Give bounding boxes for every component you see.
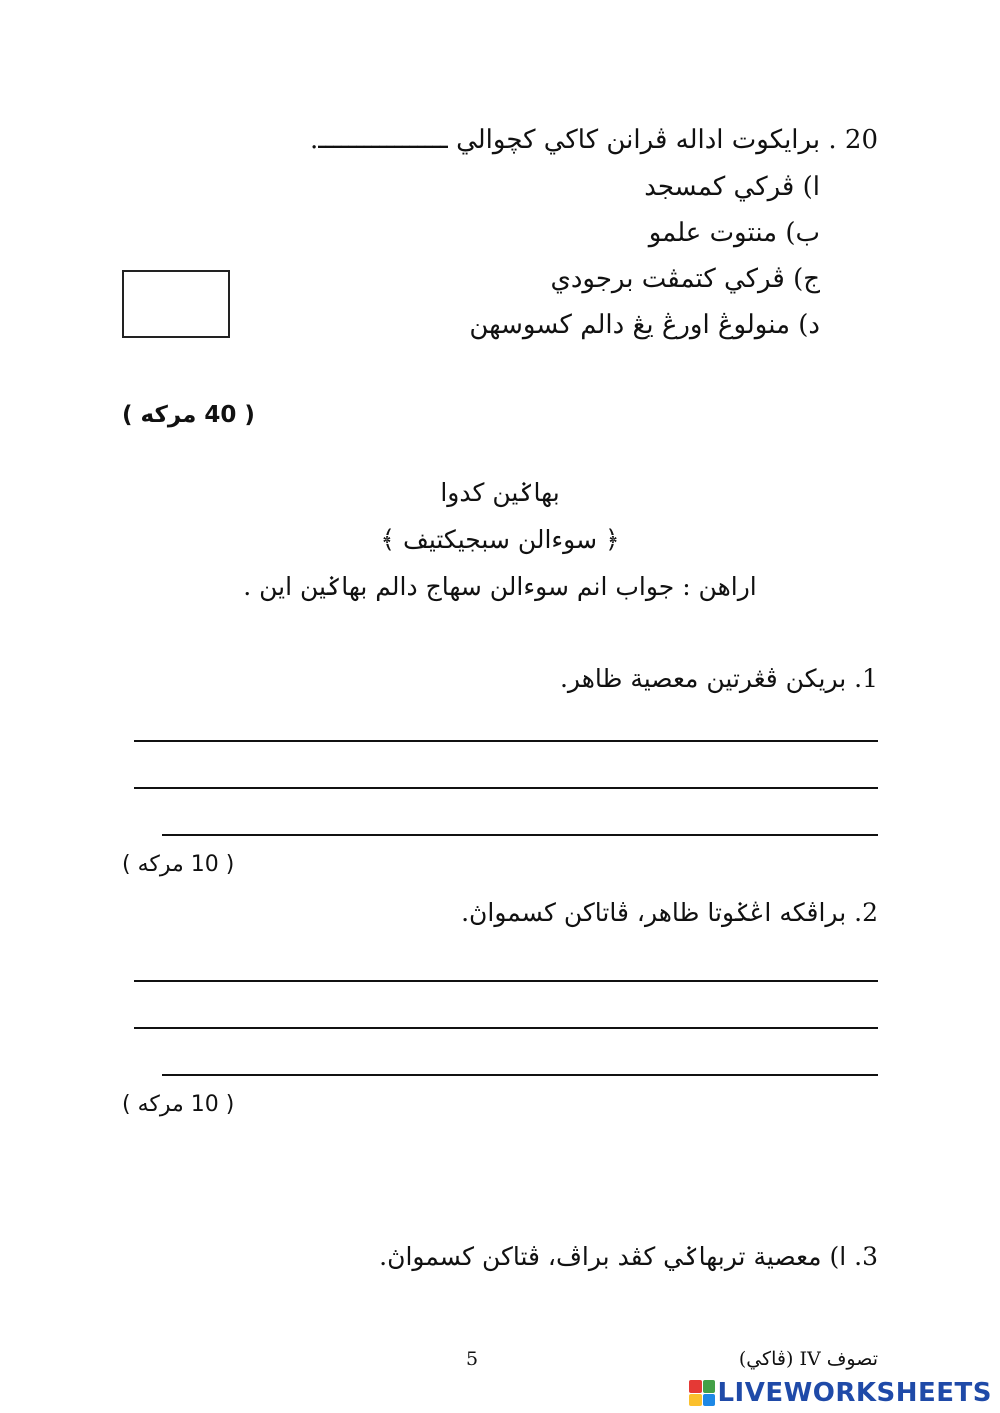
answer-line[interactable] xyxy=(134,1027,878,1029)
answer-line[interactable] xyxy=(134,787,878,789)
answer-line[interactable] xyxy=(162,834,878,836)
answer-line[interactable] xyxy=(134,740,878,742)
question-20-stem: 20 . برايكوت اداله ڤرانن كاكي كچوالي ـــــــــــــــــ. xyxy=(310,125,878,155)
answer-line[interactable] xyxy=(134,980,878,982)
logo-tile-v xyxy=(689,1394,702,1407)
page-number: 5 xyxy=(466,1348,479,1370)
course-footer: تصوف IV (ڤاكي) xyxy=(738,1348,878,1370)
section-title: بهاݢين كدوا xyxy=(440,478,560,507)
logo-tile-l xyxy=(689,1380,702,1393)
question-20-option-c: ج) ڤركي كتمڤت برجودي xyxy=(550,264,820,294)
question-1-marks: ( 10 مركه ) xyxy=(122,852,235,877)
answer-line[interactable] xyxy=(162,1074,878,1076)
question-20-option-a: ا) ڤركي كمسجد xyxy=(644,172,820,202)
question-20-option-d: د) منولوڠ اورڠ يڠ دالم كسوسهن xyxy=(469,310,820,340)
answer-box[interactable] xyxy=(122,270,230,338)
brand-name: LIVEWORKSHEETS xyxy=(717,1378,992,1408)
section-instruction: اراهن : جواب انم سوءالن سهاج دالم بهاݢين اين . xyxy=(243,572,757,601)
question-2-text: 2. براڤكه اڠݢوتا ظاهر، ڤاتاكن كسمواڽ. xyxy=(461,898,878,927)
section-marks: ( 40 مركه ) xyxy=(122,402,255,428)
question-1-text: 1. بريكن ڤڠرتين معصية ظاهر. xyxy=(559,664,878,693)
logo-tile-w xyxy=(703,1380,716,1393)
question-3-text: 3. ا) معصية تربهاݢي كڤد براڤ، ڤتاكن كسمواڽ. xyxy=(379,1242,878,1271)
question-20-option-b: ب) منتوت علمو xyxy=(648,218,820,248)
liveworksheets-logo-icon xyxy=(689,1380,715,1406)
question-2-marks: ( 10 مركه ) xyxy=(122,1092,235,1117)
logo-tile-e xyxy=(703,1394,716,1407)
liveworksheets-brand xyxy=(689,1378,992,1408)
section-subtitle: ﴿ سوءالن سبجيكتيف ﴾ xyxy=(380,525,620,554)
